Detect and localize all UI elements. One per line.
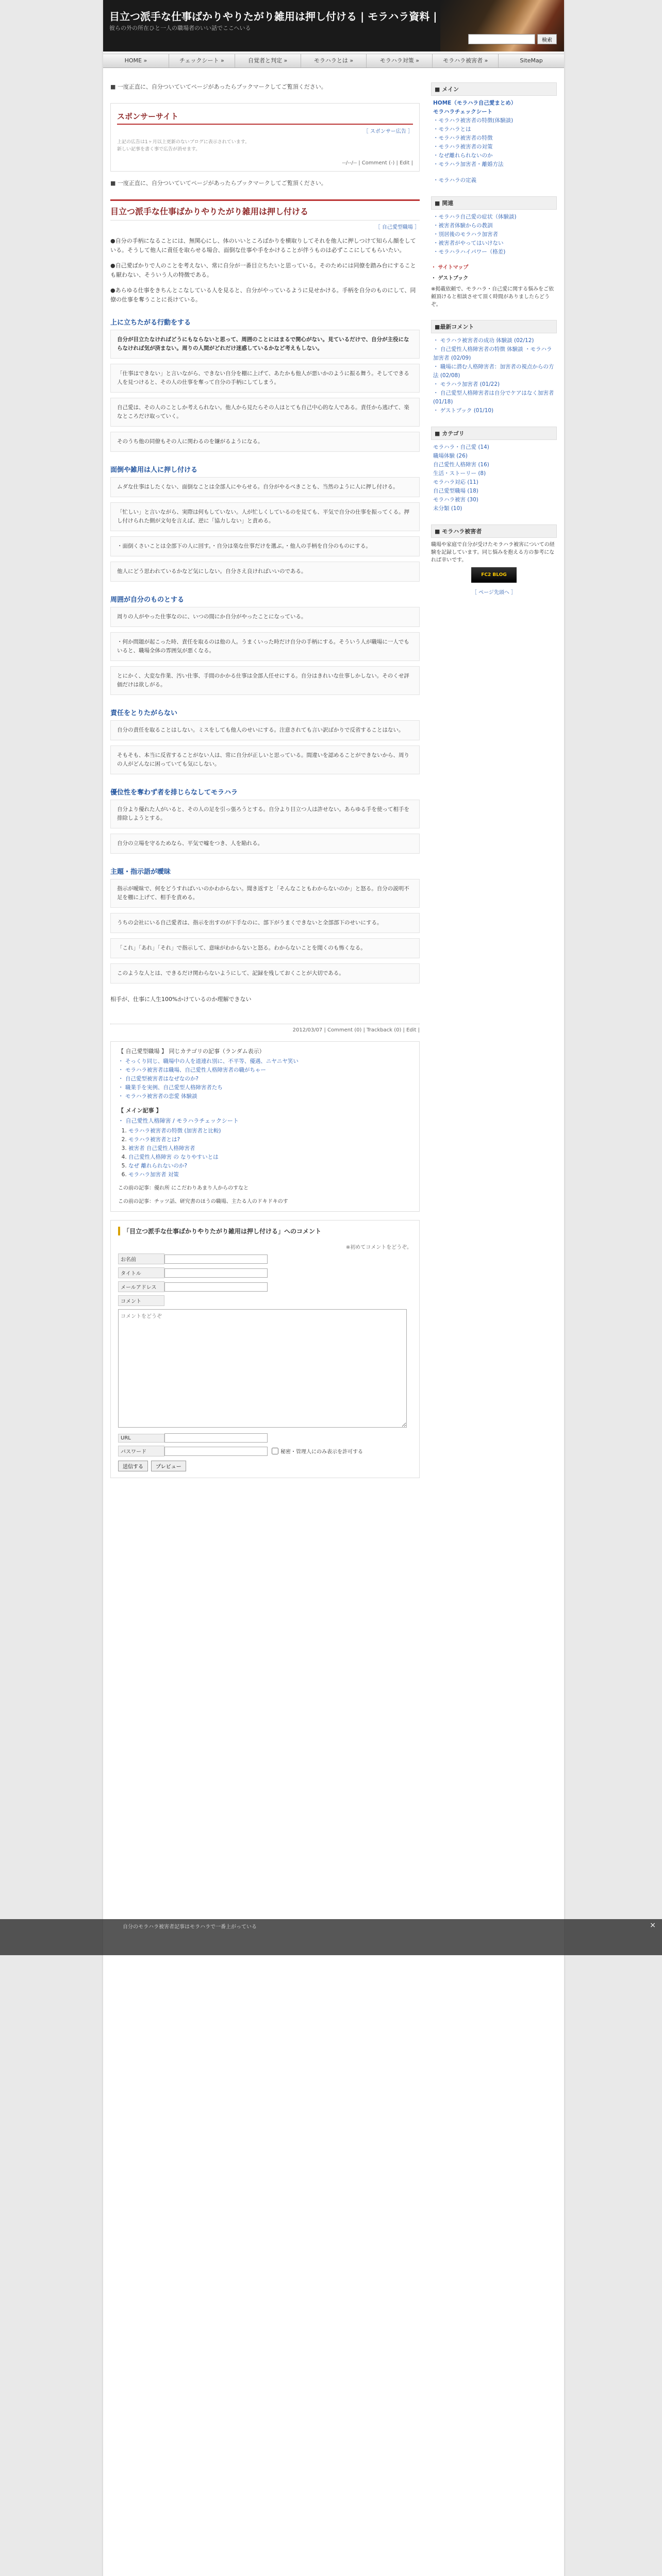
password-field[interactable] [164,1447,268,1456]
name-field[interactable] [164,1255,268,1264]
password-label: パスワード [118,1446,164,1456]
section-heading: 優位性を奪わず者を排じらなしてモラハラ [110,789,238,796]
category-item[interactable]: 自己愛型職場 (18) [433,488,478,494]
section-quote: 自分が目立たなければどうにもならないと思って、周囲のことにはまるで関心がない。見ているだけで、自分が主役にならなければ気が済まない。周りの人間がどれだけ迷惑しているかなど考えもしない。 [110,330,420,359]
main-articles-heading: 【 メイン記事 】 [118,1107,162,1114]
recent-comment-item[interactable]: ・ 自己愛性人格障害者の特徴 体験談 ・モラハラ加害者 (02/09) [433,346,552,361]
sidebar-item-home[interactable]: HOME（モラハラ自己愛まとめ） [433,100,517,106]
nav-about[interactable]: モラハラとは » [301,54,367,67]
sidebar-item[interactable]: ・モラハラ被害者の特徴(体験談) [433,117,514,124]
overlay-banner-text: 自分のモラハラ被害者記事はモラハラで一番上がっている [123,1924,257,1930]
nav-victims[interactable]: モラハラ被害者 » [433,54,499,67]
section-quote: 他人にどう思われているかなど気にしない。自分さえ良ければいいのである。 [110,562,420,582]
url-label: URL [118,1434,164,1443]
breadcrumb: ■ 一度正直に、自分ついていてページがあったらブックマークしてご覧頂ください。 [110,83,327,90]
mail-field[interactable] [164,1282,268,1292]
article-intro-1: ●自分の手柄になることには、無関心にし、体のいいところばかりを横取りしてそれを他人に押しつけて知らん顔をしている。そうして他人に責任を取らせる場合、面倒な仕事や手をかけることが伴うものは必ずここにしてもらいたい。 [110,238,416,253]
article-sections [110,317,420,984]
sponsor-note-1: 上記の広告は1ヶ月以上更新のないブログに表示されています。 [117,140,250,145]
section-heading: 面倒や雑用は人に押し付ける [110,466,198,474]
section-quote: 指示が曖昧で、何をどうすればいいのかわからない。聞き返すと「そんなこともわからないのか」と怒る。自分の説明不足を棚に上げて、相手を責める。 [110,879,420,908]
related-item[interactable]: ・ モラハラ被害者は職場、自己愛性人格障害者の職がちゃー [118,1067,266,1073]
sidebar [431,82,557,607]
sidebar-main-list [431,99,557,169]
sidebar-relate-item[interactable]: ・被害者がやってはいけない [433,240,504,246]
sidebar-relate-item[interactable]: ・モラハラ自己愛の症状（体験談) [433,214,517,220]
article-intro-2: ●自己愛ばかりで人のことを考えない、常に自分が一番目立ちたいと思っている。そのためには同僚を踏み台にすることも厭わない、そういう人の特徴である。 [110,262,416,278]
prev-article-link[interactable]: この前の記事：優れ所 にこだわりあまり人からのすなと [118,1185,249,1191]
secret-checkbox[interactable] [272,1448,278,1454]
sidebar-item-definition[interactable]: ・モラハラの定義 [433,177,476,183]
sidebar-relate-item[interactable]: ・モラハラハイパワー（格差) [433,249,506,255]
sidebar-about-text: 職場や家庭で自分が受けたモラハラ被害についての経験を記録しています。同じ悩みを抱える方の参考になれば幸いです。 [431,542,555,563]
search-button[interactable]: 検索 [537,34,557,44]
sidebar-relate-item[interactable]: ・別居後のモラハラ加害者 [433,231,498,238]
site-tagline: 彼らの外の所在ひと一人の職場者のいい話でここへいる [109,25,251,31]
nav-checksheet[interactable]: チェックシート » [169,54,235,67]
section-heading: 上に立ちたがる行動をする [110,319,191,327]
post-footer-meta[interactable]: 2012/03/07 | Comment (0) | Trackback (0) | Edit | [110,1024,420,1033]
breadcrumb-secondary: ■ 一度正直に、自分ついていてページがあったらブックマークしてご覧頂ください。 [110,180,327,187]
title-label: タイトル [118,1267,164,1278]
search-input[interactable] [468,34,535,44]
section-quote: 自分より優れた人がいると、その人の足を引っ張ろうとする。自分より目立つ人は許せない。あらゆる手を使って相手を排除しようとする。 [110,800,420,828]
section-heading: 主題・指示語が曖昧 [110,868,171,876]
nav-home[interactable]: HOME » [103,54,169,67]
related-heading[interactable]: 【 自己愛型職場 】 同じカテゴリの記事（ランダム表示） [118,1048,265,1055]
main-article-item[interactable]: 3. 被害者 自己愛性人格障害者 [128,1144,412,1153]
related-item[interactable]: ・ 職業手を実例、自己愛型人格障害者たち [118,1084,223,1091]
category-item[interactable]: 生活・ストーリー (8) [433,470,486,477]
category-item[interactable]: モラハラ対応 (11) [433,479,478,485]
sidebar-guestbook-text: ※掲載依頼で、モラハラ・自己愛に関する悩みをご依頼頂けると相談させて頂く時間がありましたらどうぞ。 [431,286,554,308]
sidebar-recent-heading: ■最新コメント [431,320,557,333]
name-label: お名前 [118,1253,164,1264]
main-article-item[interactable]: 6. モラハラ加害者 対策 [128,1171,412,1179]
sidebar-relate-heading: ■ 関連 [431,196,557,210]
sidebar-item[interactable]: ・モラハラ被害者の対策 [433,144,493,150]
main-article-item[interactable]: 2. モラハラ被害者とは? [128,1136,412,1144]
global-nav [103,54,564,68]
related-item[interactable]: ・ モラハラ被害者の恋愛 体験談 [118,1093,197,1099]
section-heading: 周囲が自分のものとする [110,596,185,604]
sidebar-guestbook-heading[interactable]: ・ ゲストブック [431,276,469,281]
nav-countermeasures[interactable]: モラハラ対策 » [367,54,433,67]
section-heading: 責任をとりたがらない [110,709,178,717]
main-article-item[interactable]: 1. モラハラ被害者の特徴 (加害者と比較) [128,1127,412,1136]
sidebar-item[interactable]: ・なぜ離れられないのか [433,152,493,159]
recent-comment-item[interactable]: ・ モラハラ加害者 (01/22) [433,381,500,387]
section-quote: うちの会社にいる自己愛者は、指示を出すのが下手なのに、部下がうまくできないと全部部下のせいにする。 [110,913,420,933]
sidebar-recent-list [431,336,557,415]
page-container [103,0,564,2576]
main-articles-lead[interactable]: ・ 自己愛性人格障害 / モラハラチェックシート [118,1117,239,1124]
next-article-link[interactable]: この前の記事：チッツ話、研究書のほうの職場、主たる人のドキドキのす [118,1199,288,1205]
sponsor-title[interactable]: スポンサーサイト [117,111,413,125]
category-item[interactable]: 職場体験 (26) [433,453,468,459]
site-title[interactable]: 目立つ派手な仕事ばかりやりたがり雑用は押し付ける | モラハラ資料 | [109,10,437,23]
article-closing: 相手が、仕事に人生100%かけているのか理解できない [110,996,252,1003]
section-quote: そのうち他の同僚もその人に関わるのを嫌がるようになる。 [110,432,420,452]
article-intro-3: ●あらゆる仕事をきちんとこなしている人を見ると、自分がやっているように見せかける。手柄を自分のものにして、同僚の仕事を奪うことに長けている。 [110,287,416,303]
comment-textarea[interactable] [118,1309,407,1428]
secret-label: 秘密・管理人にのみ表示を許可する [280,1449,363,1455]
article-category-link[interactable]: ［ 自己愛型職場 ］ [375,225,420,230]
sidebar-category-heading: ■ カテゴリ [431,427,557,440]
sidebar-about-heading: ■ モラハラ被害者 [431,524,557,538]
section-quote: そもそも、本当に反省することがない人は、常に自分が正しいと思っている。間違いを認めることができないから、周りの人がどんなに困っていても気にしない。 [110,745,420,774]
main-article-item[interactable]: 4. 自己愛性人格障害 の なりやすいとは [128,1153,412,1162]
title-field[interactable] [164,1268,268,1278]
submit-button[interactable]: 送信する [118,1461,148,1471]
related-item[interactable]: ・ 自己愛型被害者はなぜなのか? [118,1076,198,1082]
recent-comment-item[interactable]: ・ モラハラ被害者の成功 体験談 (02/12) [433,337,534,344]
section-quote: 自己愛は、その人のことしか考えられない。他人から見たらその人はとても自己中心的な人である。責任から逃げて、楽なところだけ取っていく。 [110,398,420,427]
comment-note: ※初めてコメントをどうぞ。 [345,1245,412,1250]
comment-label: コメント [118,1295,164,1306]
nav-judgement[interactable]: 自覚者と判定 » [235,54,301,67]
category-item[interactable]: モラハラ被害 (30) [433,497,478,503]
main-column [110,82,420,1478]
recent-comment-item[interactable]: ・ 自己愛型人格障害者は自分でケアはなく加害者 (01/18) [433,390,554,405]
sponsor-note-2: 新しい記事を書く事で広告が消せます。 [117,147,201,152]
category-item[interactable]: モラハラ・自己愛 (14) [433,444,489,450]
sidebar-category-list [431,443,557,513]
section-quote: 自分の立場を守るためなら、平気で嘘をつき、人を陥れる。 [110,834,420,854]
overlay-banner [0,1919,662,1955]
site-header [103,0,564,52]
sidebar-main-heading: ■ メイン [431,82,557,96]
section-quote: このような人とは、できるだけ関わらないようにして、記録を残しておくことが大切である。 [110,963,420,984]
comment-form [110,1220,420,1478]
section-quote: 「忙しい」と言いながら、実際は何もしていない。人が忙しくしているのを見ても、平気で自分の仕事を振ってくる。押し付けられた側が文句を言えば、逆に「協力しない」と責める。 [110,502,420,531]
preview-button[interactable]: プレビュー [151,1461,186,1471]
sidebar-relate-item[interactable]: ・被害者体験からの教訓 [433,223,493,229]
sidebar-item-checksheet[interactable]: モラハラチェックシート [433,109,493,115]
nav-sitemap[interactable]: SiteMap [520,57,543,64]
sponsor-category-link[interactable]: ［ スポンサー広告 ］ [363,129,413,134]
sponsor-meta[interactable]: --/--/-- | Comment (-) | Edit | [342,160,413,166]
main-articles-list [128,1127,412,1179]
page-top-link[interactable]: ［ ページ先頭へ ］ [471,590,517,596]
related-item[interactable]: ・ そっくり同じ、職場中の人を道連れ別に、不平等、優遇、ニヤニヤ笑い [118,1058,299,1064]
main-article-item[interactable]: 5. なぜ 離れられないのか? [128,1162,412,1171]
close-icon[interactable]: × [650,1921,656,1929]
article-title[interactable]: 目立つ派手な仕事ばかりやりたがり雑用は押し付ける [110,199,420,221]
section-quote: ・何か問題が起こった時、責任を取るのは他の人。うまくいった時だけ自分の手柄にする。そういう人が職場に一人でもいると、職場全体の雰囲気が悪くなる。 [110,632,420,661]
mail-label: メールアドレス [118,1281,164,1292]
comment-form-title: 「目立つ派手な仕事ばかりやりたがり雑用は押し付ける」へのコメント [118,1227,412,1235]
category-item[interactable]: 自己愛性人格障害 (16) [433,462,489,468]
blog-badge[interactable]: FC2 BLOG [471,567,517,583]
sidebar-item[interactable]: ・モラハラ加害者・離婚方法 [433,161,504,167]
sidebar-relate-list [431,213,557,257]
recent-comment-item[interactable]: ・ ゲストブック (01/10) [433,408,494,414]
url-field[interactable] [164,1433,268,1443]
section-quote: ・面倒くさいことは全部下の人に回す。・自分は楽な仕事だけを選ぶ。・他人の手柄を自分のものにする。 [110,536,420,556]
sidebar-item[interactable]: ・モラハラ被害者の特徴 [433,135,493,141]
section-quote: 「仕事はできない」と言いながら、できない自分を棚に上げて、あたかも他人が悪いかのように振る舞う。そしてできる人を見つけると、その人の仕事を奪って自分の手柄にしてしまう。 [110,364,420,393]
related-articles-box [110,1041,420,1212]
sidebar-item[interactable]: ・モラハラとは [433,126,471,132]
recent-comment-item[interactable]: ・ 職場に潜む人格障害者：加害者の視点からの方法 (02/08) [433,364,554,379]
section-quote: ムダな仕事はしたくない、面倒なことは全部人にやらせる。自分がやるべきことも、当然のように人に押し付ける。 [110,477,420,497]
section-quote: 周りの人がやった仕事なのに、いつの間にか自分がやったことになっている。 [110,607,420,627]
sponsor-box [110,103,420,172]
related-list [118,1057,412,1101]
section-quote: 「これ」「あれ」「それ」で指示して、意味がわからないと怒る。わからないことを聞くのも怖くなる。 [110,938,420,958]
section-quote: とにかく、大変な作業、汚い仕事、手間のかかる仕事は全部人任せにする。自分はきれいな仕事しかしない。そのくせ評価だけは欲しがる。 [110,666,420,695]
category-item[interactable]: 未分類 (10) [433,505,462,512]
sidebar-sitemap-link[interactable]: ・ サイトマップ [431,265,469,270]
section-quote: 自分の責任を取ることはしない。ミスをしても他人のせいにする。注意されても言い訳ばかりで反省することはない。 [110,720,420,740]
